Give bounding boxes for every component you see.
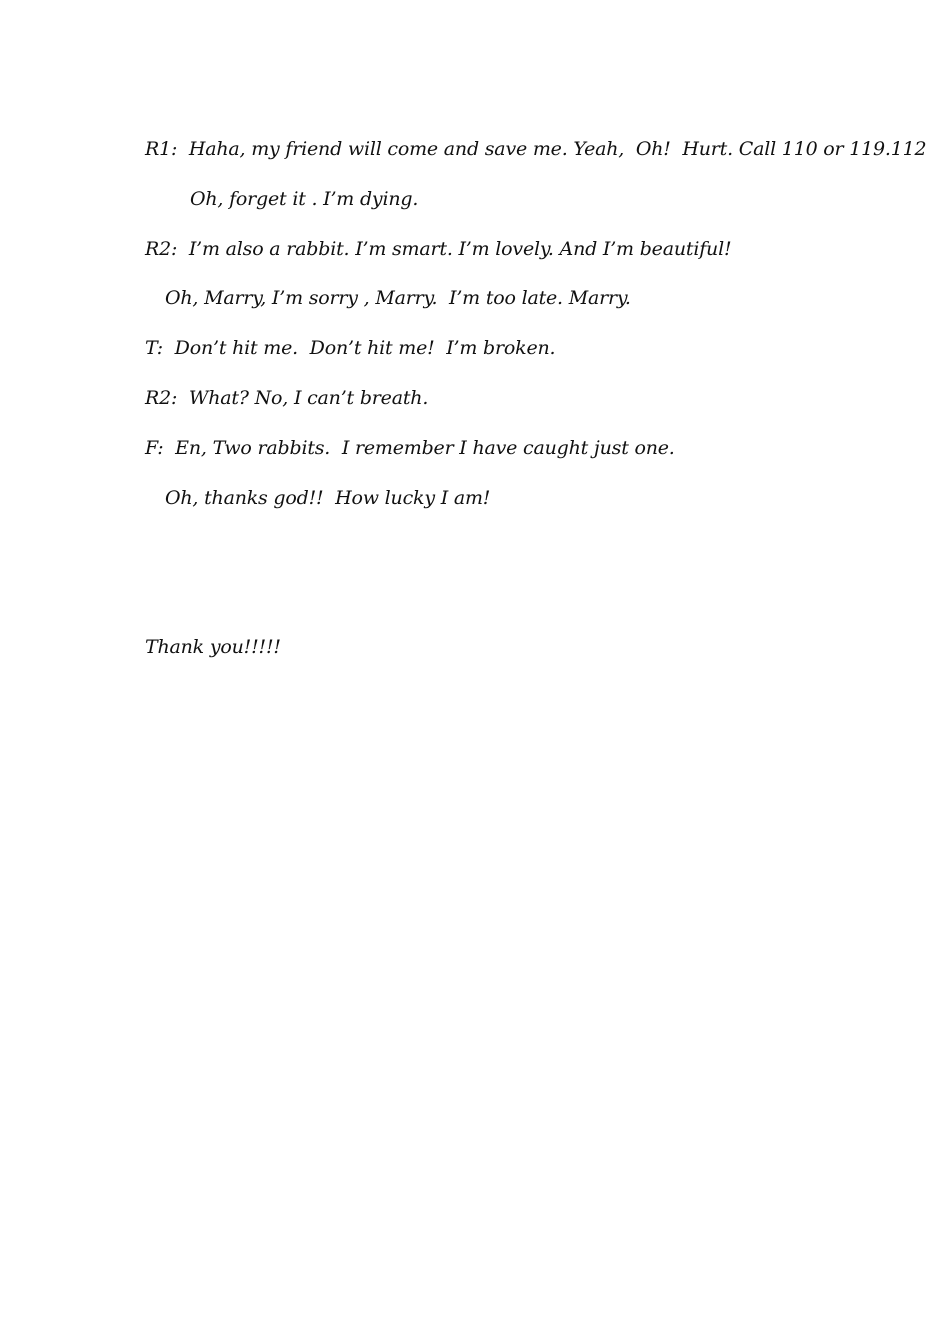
dialogue-line-f: F: En, Two rabbits. I remember I have caught just one.: [145, 437, 675, 459]
dialogue-line-r1-cont: Oh, forget it . I’m dying.: [190, 188, 419, 210]
dialogue-line-r2: R2: I’m also a rabbit. I’m smart. I’m lovely. And I’m beautiful!: [145, 238, 732, 260]
dialogue-line-r1: R1: Haha, my friend will come and save me. Yeah, Oh! Hurt. Call 110 or 119.112: [145, 138, 927, 160]
closing-thanks: Thank you!!!!!: [145, 636, 281, 658]
dialogue-line-r2-second: R2: What? No, I can’t breath.: [145, 387, 429, 409]
dialogue-line-r2-cont: Oh, Marry, I’m sorry , Marry. I’m too late. Marry.: [165, 287, 631, 309]
dialogue-line-t: T: Don’t hit me. Don’t hit me! I’m broken.: [145, 337, 556, 359]
dialogue-line-f-cont: Oh, thanks god!! How lucky I am!: [165, 487, 491, 509]
